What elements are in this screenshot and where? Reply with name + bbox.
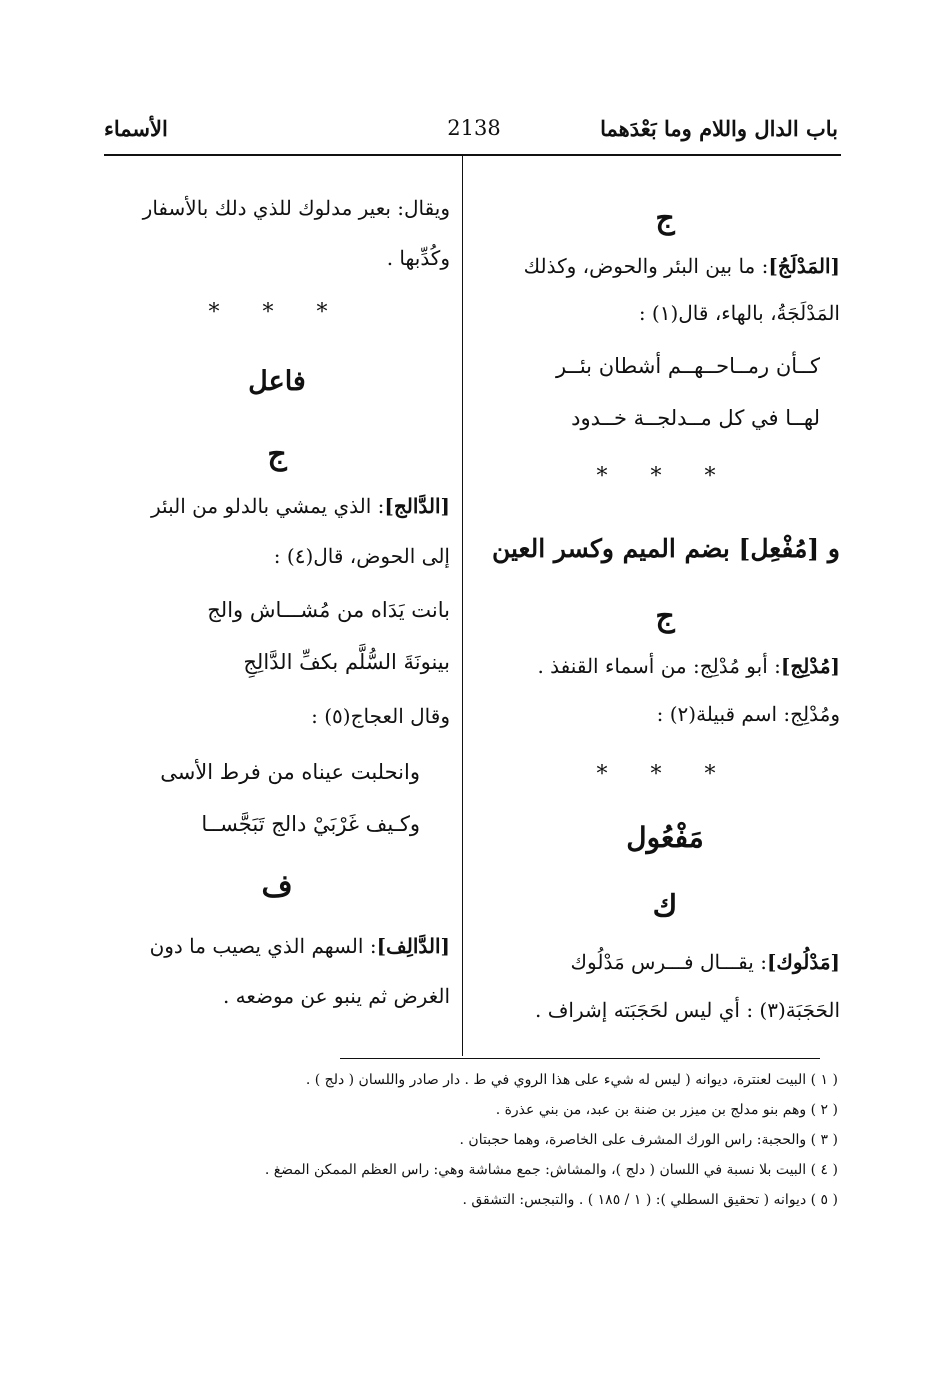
entry-dalif (150, 936, 450, 956)
section-heading-mafool: مَفْعُول (626, 821, 704, 854)
section-heading-fail: فاعل (248, 366, 306, 397)
entry-text-line: وكُدِّبها . (386, 246, 450, 270)
letter-heading-kaf: ك (652, 889, 678, 924)
footnote-5: ( ٥ ) ديوانه ( تحقيق السطلي ): ( ١ / ١٨٥ ) . والتبجس: التشقق . (462, 1192, 838, 1208)
letter-heading-fa: ف (261, 869, 293, 904)
verse-line: وانحلبت عيناه من فرط الأسى (160, 760, 420, 784)
separator-stars: * * * (596, 762, 734, 787)
entry-text: : السهم الذي يصيب ما دون (149, 934, 377, 958)
separator-stars: * * * (596, 464, 734, 489)
entry-dalij (151, 496, 450, 516)
entry-text-line: المَدْلَجَةُ، بالهاء، قال(١) : (638, 301, 840, 325)
footnote-1: ( ١ ) البيت لعنترة، ديوانه ( ليس له شيء على هذا الروي في ط . دار صادر واللسان ( دلج ) . (305, 1072, 838, 1088)
entry-keyword: [مَدْلُوك] (766, 950, 840, 974)
letter-heading-jim: ج (655, 201, 675, 236)
entry-text-line: الغرض ثم ينبو عن موضعه . (222, 984, 450, 1008)
entry-madluk (571, 952, 840, 972)
verse-line: وكـيف غَرْبَيْ دالج تَبَجَّســا (201, 812, 420, 836)
footnote-4: ( ٤ ) البيت بلا نسبة في اللسان ( دلج )، والمشاش: جمع مشاشة وهي: راس العظم الممكن المضغ . (264, 1162, 838, 1178)
verse-line: كــأن رمــاحــهــم أشطان بئــر (555, 354, 820, 378)
entry-text: : أبو مُدْلِج: من أسماء القنفذ . (537, 654, 781, 678)
entry-text: : يقـــال فـــرس مَدْلُوك (570, 950, 767, 974)
entry-text: : الذي يمشي بالدلو من البئر (151, 494, 385, 518)
entry-madlaj (524, 256, 840, 276)
entry-keyword: [مُدْلِج] (780, 654, 840, 678)
running-header-section: الأسماء (104, 116, 168, 141)
header-rule (104, 154, 841, 156)
entry-text-line: ومُدْلِج: اسم قبيلة(٢) : (656, 702, 840, 726)
footnote-2: ( ٢ ) وهم بنو مدلج بن ميزر بن ضنة بن عبد، من بني عذرة . (495, 1102, 838, 1118)
entry-text-line: ويقال: بعير مدلوك للذي دلك بالأسفار (142, 196, 450, 220)
letter-heading-jim: ج (655, 599, 675, 634)
page-number: 2138 (447, 116, 501, 140)
entry-text-line: الحَجَبَة(٣) : أي ليس لحَجَبَته إشراف . (534, 998, 840, 1022)
entry-text-line: وقال العجاج(٥) : (311, 704, 450, 728)
column-divider (462, 156, 463, 1056)
verse-line: بينونَةَ السُّلَّم بكفِّ الدَّالِجِ (243, 650, 450, 674)
entry-keyword: [المَدْلَجُ] (768, 254, 840, 278)
verse-line: لهــا في كل مــدلجــة خــدود (571, 406, 820, 430)
verse-line: بانت يَدَاه من مُشـــاش والج (207, 598, 450, 622)
entry-keyword: [الدَّالج] (384, 494, 450, 518)
separator-stars: * * * (208, 300, 346, 325)
entry-mudlij (537, 656, 840, 676)
entry-text: : ما بين البئر والحوض، وكذلك (523, 254, 769, 278)
footnote-3: ( ٣ ) والحجبة: راس الورك المشرف على الخاصرة، وهما حجبتان . (459, 1132, 838, 1148)
entry-text-line: إلى الحوض، قال(٤) : (273, 544, 450, 568)
footnote-rule (340, 1058, 820, 1059)
letter-heading-jim: ج (267, 437, 287, 472)
entry-keyword: [الدَّالِف] (376, 934, 450, 958)
running-header-chapter: باب الدال واللام وما بَعْدَهما (600, 116, 838, 141)
section-heading-mufil: و [مُفْعِل] بضم الميم وكسر العين (491, 534, 840, 563)
